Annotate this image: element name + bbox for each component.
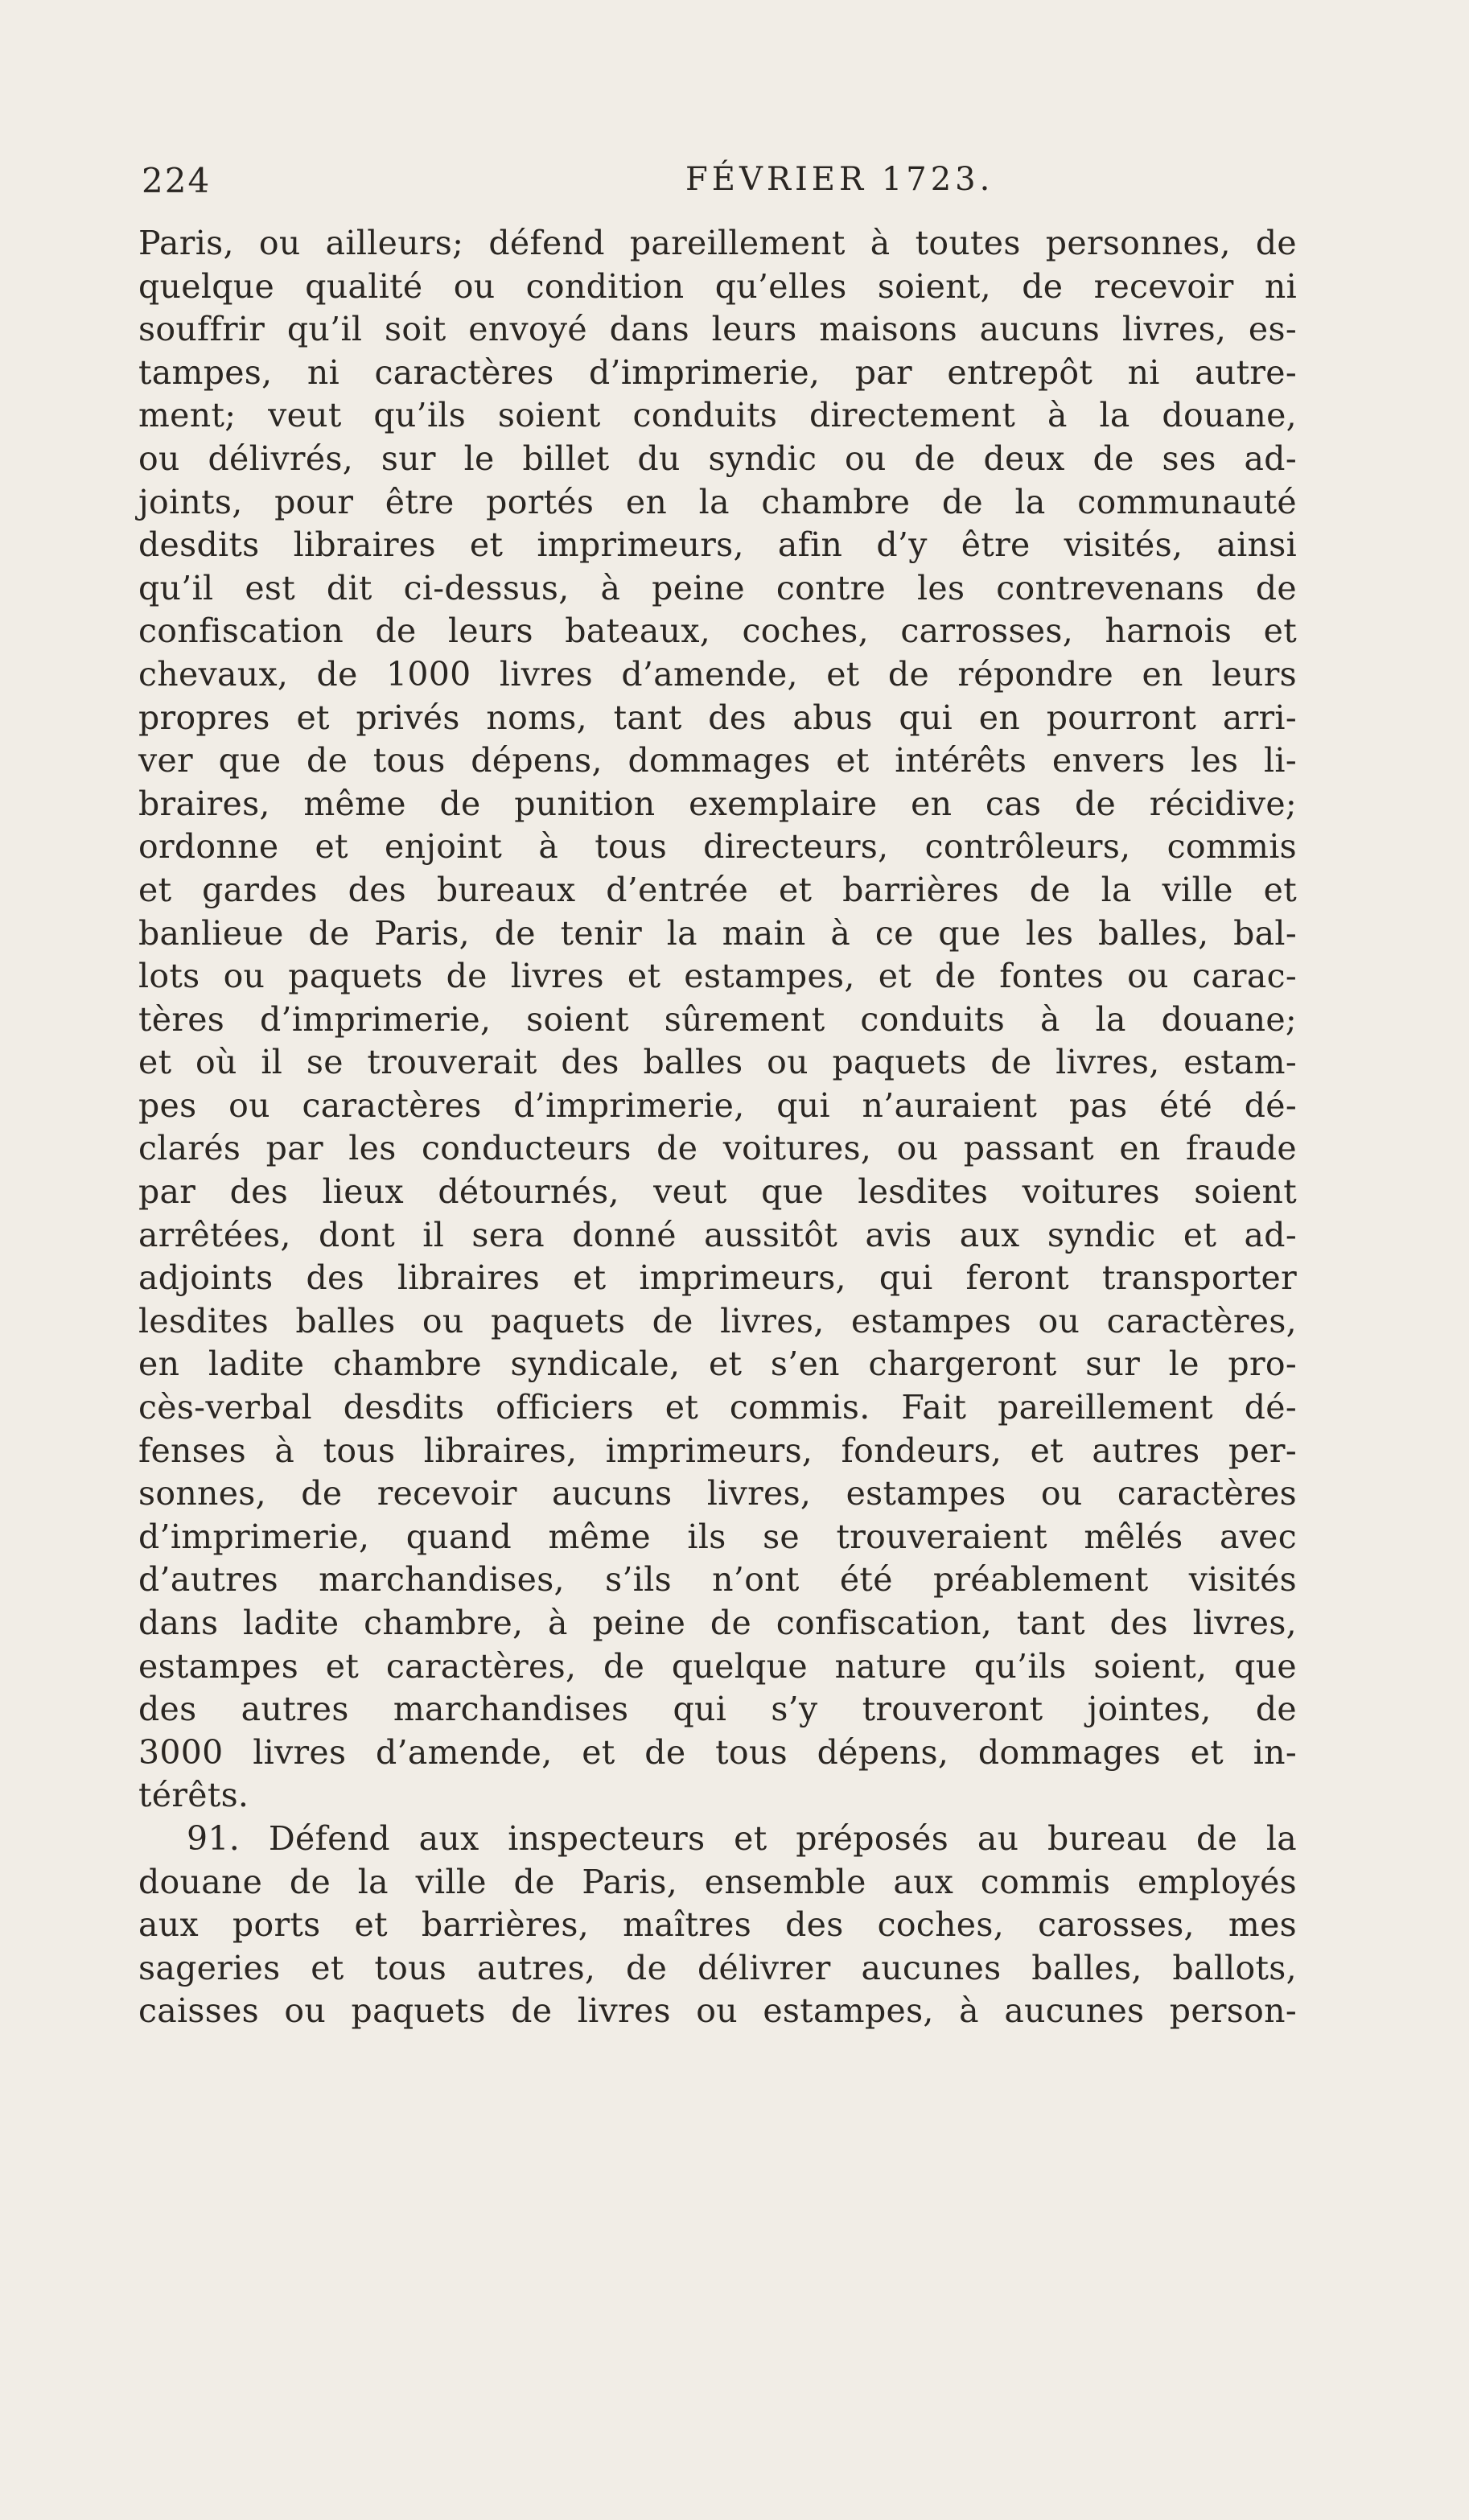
text-line: lots ou paquets de livres et estampes, et de fontes ou carac- <box>138 957 1297 996</box>
text-line: d’imprimerie, quand même ils se trouveraient mêlés avec <box>138 1517 1297 1556</box>
text-line: adjoints des libraires et imprimeurs, qui feront transporter <box>138 1258 1297 1298</box>
text-line: estampes et caractères, de quelque nature qu’ils soient, que <box>138 1646 1297 1686</box>
text-line: douane de la ville de Paris, ensemble aux commis employés <box>138 1862 1297 1901</box>
text-line: et gardes des bureaux d’entrée et barrières de la ville et <box>138 870 1297 909</box>
text-line: clarés par les conducteurs de voitures, ou passant en fraude <box>138 1129 1297 1168</box>
running-head-title: FÉVRIER 1723. <box>685 161 994 198</box>
text-line: 3000 livres d’amende, et de tous dépens, dommages et in- <box>138 1732 1297 1772</box>
text-line: confiscation de leurs bateaux, coches, carrosses, harnois et <box>138 611 1297 651</box>
text-line: sageries et tous autres, de délivrer aucunes balles, ballots, <box>138 1948 1297 1987</box>
text-line: ment; veut qu’ils soient conduits directement à la douane, <box>138 396 1297 435</box>
text-line: quelque qualité ou condition qu’elles soient, de recevoir ni <box>138 266 1297 306</box>
text-line: sonnes, de recevoir aucuns livres, estampes ou caractères <box>138 1474 1297 1513</box>
text-line: banlieue de Paris, de tenir la main à ce que les balles, bal- <box>138 913 1297 953</box>
text-line: arrêtées, dont il sera donné aussitôt avis aux syndic et ad- <box>138 1215 1297 1254</box>
text-line: des autres marchandises qui s’y trouveront jointes, de <box>138 1690 1297 1729</box>
running-head <box>138 161 1297 217</box>
text-line: par des lieux détournés, veut que lesdites voitures soient <box>138 1172 1297 1212</box>
text-line: pes ou caractères d’imprimerie, qui n’auraient pas été dé- <box>138 1085 1297 1125</box>
text-line: lesdites balles ou paquets de livres, estampes ou caractères, <box>138 1301 1297 1340</box>
text-line: tampes, ni caractères d’imprimerie, par entrepôt ni autre- <box>138 352 1297 392</box>
text-line: fenses à tous libraires, imprimeurs, fondeurs, et autres per- <box>138 1431 1297 1470</box>
text-line: caisses ou paquets de livres ou estampes, à aucunes person- <box>138 1991 1297 2031</box>
text-line: joints, pour être portés en la chambre de la communauté <box>138 482 1297 521</box>
text-line: ou délivrés, sur le billet du syndic ou de deux de ses ad- <box>138 439 1297 478</box>
text-line: dans ladite chambre, à peine de confiscation, tant des livres, <box>138 1604 1297 1642</box>
body-text <box>138 222 1297 2033</box>
text-line: et où il se trouverait des balles ou paquets de livres, estam- <box>138 1043 1297 1082</box>
text-line: d’autres marchandises, s’ils n’ont été préablement visités <box>138 1560 1297 1600</box>
text-line: ver que de tous dépens, dommages et intérêts envers les li- <box>138 741 1297 780</box>
page-number: 224 <box>142 161 212 200</box>
text-line: qu’il est dit ci-dessus, à peine contre les contrevenans de <box>138 568 1297 607</box>
text-line: cès-verbal desdits officiers et commis. Fait pareillement dé- <box>138 1388 1297 1427</box>
text-line: souffrir qu’il soit envoyé dans leurs maisons aucuns livres, es- <box>138 310 1297 349</box>
text-line: desdits libraires et imprimeurs, afin d’y être visités, ainsi <box>138 525 1297 565</box>
text-line: térêts. <box>138 1776 249 1815</box>
text-line: tères d’imprimerie, soient sûrement conduits à la douane; <box>138 999 1297 1039</box>
text-line: en ladite chambre syndicale, et s’en chargeront sur le pro- <box>138 1344 1297 1384</box>
text-line: braires, même de punition exemplaire en cas de récidive; <box>138 784 1297 823</box>
text-line: ordonne et enjoint à tous directeurs, contrôleurs, commis <box>138 827 1297 867</box>
text-line: Paris, ou ailleurs; défend pareillement à toutes personnes, de <box>138 224 1297 262</box>
paragraph-start-line: 91. Défend aux inspecteurs et préposés au bureau de la <box>187 1818 1297 1858</box>
text-line: chevaux, de 1000 livres d’amende, et de répondre en leurs <box>138 654 1297 694</box>
text-line: aux ports et barrières, maîtres des coches, carosses, mes <box>138 1905 1297 1945</box>
text-line: propres et privés noms, tant des abus qui en pourront arri- <box>138 698 1297 737</box>
